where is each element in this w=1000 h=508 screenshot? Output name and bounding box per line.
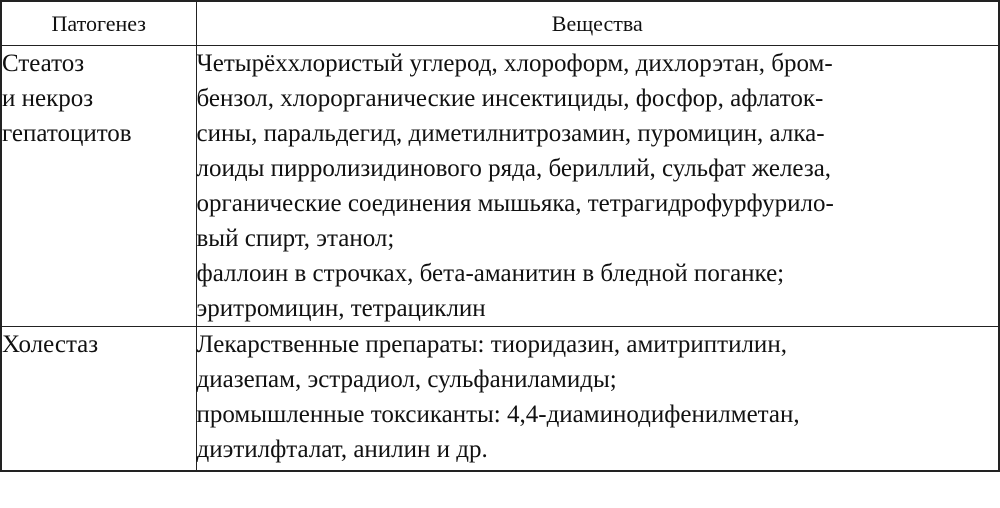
pathogenesis-cell	[1, 327, 196, 472]
pathogenesis-cell	[1, 46, 196, 327]
header-substances: Вещества	[196, 1, 999, 46]
substances-cell	[196, 46, 999, 327]
substances-line: бензол, хлорорганические инсектициды, фосфор, афлаток-	[196, 85, 824, 112]
table-row	[1, 46, 999, 327]
substances-line: лоиды пирролизидинового ряда, бериллий, сульфат железа,	[196, 155, 832, 182]
substances-line: органические соединения мышьяка, тетрагидрофурфурило-	[196, 190, 834, 217]
table-body	[1, 46, 999, 472]
substances-line: промышленные токсиканты: 4,4-диаминодифенилметан,	[196, 401, 800, 428]
substances-line: Четырёххлористый углерод, хлороформ, дихлорэтан, бром-	[196, 50, 833, 77]
table-header	[1, 1, 999, 46]
substances-line: диазепам, эстрадиол, сульфаниламиды;	[196, 366, 617, 393]
substances-line: эритромицин, тетрациклин	[196, 295, 486, 322]
header-row	[1, 1, 999, 46]
pathogenesis-line: Холестаз	[2, 331, 99, 358]
substances-line: вый спирт, этанол;	[196, 225, 395, 252]
pathogenesis-line: Стеатоз	[2, 50, 85, 77]
pathogenesis-line: гепатоцитов	[2, 120, 132, 147]
pathogenesis-line: и некроз	[2, 85, 94, 112]
header-pathogenesis: Патогенез	[1, 1, 196, 46]
table-row	[1, 327, 999, 472]
substances-line: диэтилфталат, анилин и др.	[196, 436, 488, 463]
substances-cell	[196, 327, 999, 472]
substances-line: фаллоин в строчках, бета-аманитин в бледной поганке;	[196, 260, 785, 287]
substances-line: сины, паральдегид, диметилнитрозамин, пуромицин, алка-	[196, 120, 825, 147]
substances-line: Лекарственные препараты: тиоридазин, амитриптилин,	[196, 331, 787, 358]
